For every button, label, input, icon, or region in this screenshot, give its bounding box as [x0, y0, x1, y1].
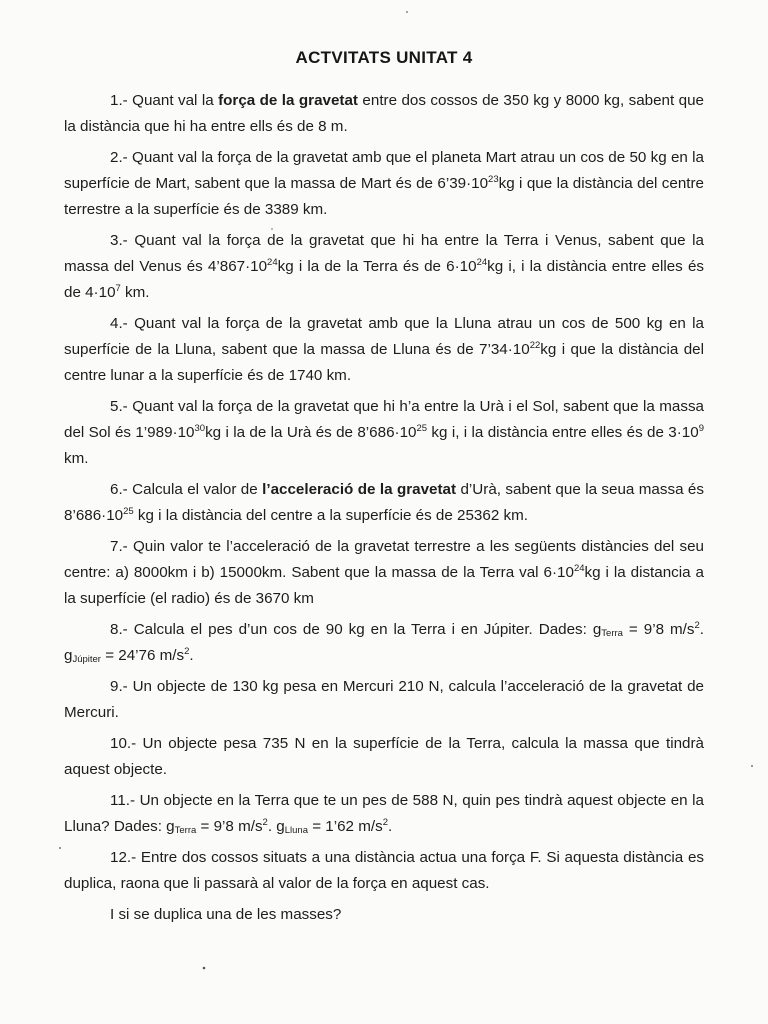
exercise-text: Quant val la: [132, 92, 219, 109]
exercise-10: [64, 731, 704, 783]
exercise-text: kg i, i la distància entre elles és de 4·10: [64, 258, 704, 301]
exercise-1: [64, 88, 704, 140]
superscript: 2: [184, 646, 190, 657]
exercise-number: 10.-: [110, 735, 137, 752]
exercise-text: Quant val la força de la gravetat amb que la Lluna atrau un cos de 500 kg en la superfície de la Lluna, sabent que la massa de Lluna és de 7’34·10: [64, 315, 704, 358]
exercise-text: . g: [267, 818, 285, 835]
exercise-9: [64, 674, 704, 726]
exercise-7: [64, 534, 704, 612]
exercise-6: [64, 477, 704, 529]
exercise-2: [64, 145, 704, 223]
exercise-3: [64, 228, 704, 306]
closing-question: I si se duplica una de les masses?: [110, 906, 342, 923]
exercise-text: kg i que la distància del centre lunar a la superfície és de 1740 km.: [64, 341, 704, 384]
superscript: 24: [476, 257, 488, 268]
superscript: 2: [382, 817, 388, 828]
superscript: 23: [488, 174, 499, 185]
superscript: 30: [194, 423, 206, 434]
exercise-text: = 9’8 m/s: [196, 818, 263, 835]
exercise-number: 1.-: [110, 92, 128, 109]
exercise-text: entre dos cossos de 350 kg y 8000 kg, sabent que la distància que hi ha entre ells és de 8 m.: [64, 92, 704, 135]
bold-term: força de la gravetat: [218, 92, 358, 109]
exercise-text: Entre dos cossos situats a una distància actua una força F. Si aquesta distància es duplica, raona que li passarà al valor de la força en aquest cas.: [64, 849, 704, 892]
exercise-5: [64, 394, 704, 472]
exercise-number: 12.-: [110, 849, 137, 866]
exercise-text: = 9’8 m/s: [622, 621, 695, 638]
superscript: 24: [573, 563, 585, 574]
exercise-text: km.: [120, 284, 150, 301]
bold-term: l’acceleració de la gravetat: [262, 481, 457, 498]
superscript: 9: [698, 423, 704, 434]
exercise-text: kg i la distancia a la superfície (el radio) és de 3670 km: [64, 564, 704, 607]
exercise-text: = 1’62 m/s: [307, 818, 383, 835]
exercise-text: Un objecte en la Terra que te un pes de 588 N, quin pes tindrà aquest objecte en la Lluna? Dades: g: [64, 792, 704, 835]
exercise-4: [64, 311, 704, 389]
exercise-text: kg i que la distància del centre terrestre a la superfície és de 3389 km.: [64, 175, 704, 218]
subscript: Lluna: [284, 825, 308, 836]
exercise-text: kg i la distància del centre a la superfície és de 25362 km.: [133, 507, 528, 524]
exercise-text: km.: [64, 450, 89, 467]
exercise-text: Quant val la força de la gravetat que hi h’a entre la Urà i el Sol, sabent que la massa del Sol és 1’989·10: [64, 398, 704, 441]
exercise-text: kg i, i la distància entre elles és de 3·10: [427, 424, 699, 441]
exercise-text: . g: [64, 621, 704, 664]
exercise-text: kg i la de la Urà és de 8’686·10: [205, 424, 417, 441]
exercise-number: 6.-: [110, 481, 128, 498]
exercise-number: 9.-: [110, 678, 128, 695]
exercise-number: 7.-: [110, 538, 128, 555]
superscript: 7: [115, 283, 121, 294]
exercise-text: .: [388, 818, 393, 835]
exercise-number: 4.-: [110, 315, 128, 332]
subscript: Terra: [174, 825, 197, 836]
exercise-number: 8.-: [110, 621, 128, 638]
exercise-number: 3.-: [110, 232, 128, 249]
exercise-text: .: [189, 647, 194, 664]
superscript: 2: [262, 817, 268, 828]
exercise-text: Un objecte de 130 kg pesa en Mercuri 210 N, calcula l’acceleració de la gravetat de Mercuri.: [64, 678, 704, 721]
subscript: Terra: [601, 628, 623, 639]
exercise-text: kg i la de la Terra és de 6·10: [277, 258, 477, 275]
exercise-text: Quant val la força de la gravetat que hi ha entre la Terra i Venus, sabent que la massa del Venus és 4’867·10: [64, 232, 704, 275]
exercise-text: Un objecte pesa 735 N en la superfície de la Terra, calcula la massa que tindrà aquest objecte.: [64, 735, 704, 778]
superscript: 22: [529, 340, 541, 351]
superscript: 2: [694, 620, 700, 631]
exercise-11: [64, 788, 704, 840]
exercise-8: [64, 617, 704, 669]
exercise-text: Calcula el pes d’un cos de 90 kg en la Terra i en Júpiter. Dades: g: [133, 621, 602, 638]
exercise-number: 2.-: [110, 149, 128, 166]
exercise-text: Quant val la força de la gravetat amb que el planeta Mart atrau un cos de 50 kg en la superfície de Mart, sabent que la massa de Mart és de 6’39·10: [64, 149, 704, 192]
exercise-text: = 24’76 m/s: [100, 647, 185, 664]
superscript: 25: [416, 423, 428, 434]
exercise-text: Quin valor te l’acceleració de la gravetat terrestre a les següents distàncies del seu centre: a) 8000km i b) 15000km. Sabent que la massa de la Terra val 6·10: [64, 538, 704, 581]
exercise-number: 11.-: [110, 792, 136, 809]
subscript: Júpiter: [72, 654, 101, 665]
superscript: 24: [267, 257, 278, 268]
superscript: 25: [123, 506, 134, 517]
exercise-text: Calcula el valor de: [132, 481, 263, 498]
exercise-list: [64, 88, 704, 933]
exercise-text: d’Urà, sabent que la seua massa és 8’686·10: [64, 481, 704, 524]
exercise-12: [64, 845, 704, 897]
exercise-number: 5.-: [110, 398, 128, 415]
page-title: ACTVITATS UNITAT 4: [295, 48, 473, 67]
